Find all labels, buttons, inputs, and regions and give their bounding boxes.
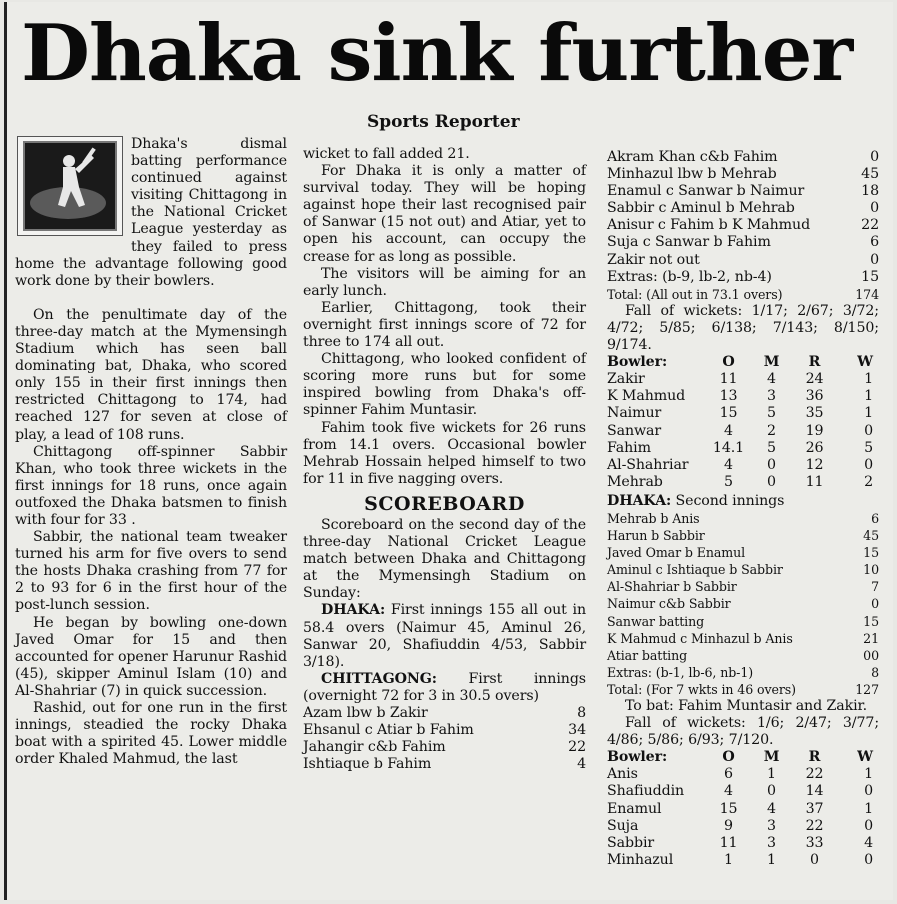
total-row <box>607 286 879 303</box>
batsman: Anisur c Fahim b K Mahmud <box>607 217 811 234</box>
scoreboard-column <box>607 149 879 869</box>
col-wickets: W <box>857 354 873 371</box>
wickets: 1 <box>864 388 873 405</box>
extras: Extras: (b-9, lb-2, nb-4) <box>607 268 772 285</box>
overs: 9 <box>724 817 733 834</box>
bowling-row <box>607 801 879 818</box>
batting-row <box>607 200 879 217</box>
maidens: 4 <box>767 800 776 817</box>
batting-list <box>303 705 586 773</box>
article-paragraph: Chittagong off-spinner Sabbir Khan, who took three wickets in the first innings for 18 runs, once again outfoxed the Dhaka batsmen to finish with four for 33 . <box>15 443 287 528</box>
batsman: Mehrab b Anis <box>607 510 700 526</box>
maidens: 3 <box>767 388 776 405</box>
scoreboard-heading: SCOREBOARD <box>364 492 525 515</box>
article-paragraph: wicket to fall added 21. <box>303 146 470 162</box>
wickets: 0 <box>864 456 873 473</box>
batting-row <box>607 561 879 578</box>
newspaper-clipping <box>4 2 893 900</box>
batsman: Minhazul lbw b Mehrab <box>607 166 777 183</box>
overs: 14.1 <box>712 439 745 456</box>
bowling-row <box>607 474 879 491</box>
article-paragraph: He began by bowling one-down Javed Omar for 15 and then accounted for opener Harunur Rashid (45), skipper Aminul Islam (10) and Al-Shahriar (7) in quick succession. <box>15 614 287 699</box>
runs: 174 <box>855 286 879 302</box>
to-bat: To bat: Fahim Muntasir and Zakir. <box>625 698 868 714</box>
runs: 00 <box>863 647 879 663</box>
overs: 11 <box>719 371 738 388</box>
batsman: Sanwar batting <box>607 613 705 629</box>
wickets: 0 <box>864 851 873 868</box>
col-maidens: M <box>763 749 780 766</box>
batting-row <box>607 595 879 612</box>
maidens: 1 <box>767 851 776 868</box>
bowling-row <box>607 405 879 422</box>
overs: 1 <box>724 851 733 868</box>
batting-row <box>607 647 879 664</box>
batting-row <box>607 252 879 269</box>
runs: 0 <box>810 851 819 868</box>
article-paragraph: Chittagong, who looked confident of scoring more runs but for some inspired bowling from Dhaka's off-spinner Fahim Muntasir. <box>303 351 586 419</box>
runs: 127 <box>855 681 879 697</box>
bowling-header <box>607 749 879 766</box>
overs: 6 <box>724 766 733 783</box>
runs: 22 <box>861 217 879 234</box>
batting-row <box>607 578 879 595</box>
overs: 4 <box>724 783 733 800</box>
total: Total: (All out in 73.1 overs) <box>607 286 783 302</box>
wickets: 1 <box>864 371 873 388</box>
overs: 4 <box>724 456 733 473</box>
maidens: 5 <box>767 439 776 456</box>
batting-list <box>607 510 879 681</box>
wickets: 0 <box>864 817 873 834</box>
headline: Dhaka sink further <box>21 8 853 99</box>
col-wickets: W <box>857 749 873 766</box>
bowling-row <box>607 766 879 783</box>
batsman: Naimur c&b Sabbir <box>607 596 731 612</box>
dhaka-second-innings <box>607 493 879 510</box>
maidens: 5 <box>767 405 776 422</box>
overs: 13 <box>719 388 738 405</box>
batsman: Aminul c Ishtiaque b Sabbir <box>607 562 783 578</box>
chittagong-first-innings <box>303 671 586 705</box>
batting-row <box>607 613 879 630</box>
runs: 19 <box>805 422 824 439</box>
overs: 15 <box>719 800 738 817</box>
bowler: Mehrab <box>607 473 663 490</box>
innings-summary: First innings (overnight 72 for 3 in 30.5 overs) <box>303 670 586 704</box>
batting-row <box>607 527 879 544</box>
runs: 0 <box>870 200 879 217</box>
runs: 6 <box>871 510 879 526</box>
cricketer-photo <box>17 136 123 236</box>
runs: 36 <box>805 388 824 405</box>
batsman: K Mahmud c Minhazul b Anis <box>607 630 793 646</box>
innings-summary: First innings 155 all out in 58.4 overs (Naimur 45, Aminul 26, Sanwar 20, Shafiuddin 4/53, Sabbir 3/18). <box>303 602 586 670</box>
wickets: 4 <box>864 834 873 851</box>
article-paragraph: The visitors will be aiming for an early lunch. <box>303 265 586 299</box>
runs: 11 <box>805 473 824 490</box>
wickets: 1 <box>864 766 873 783</box>
bowling-row <box>607 835 879 852</box>
bowler: Enamul <box>607 800 662 817</box>
maidens: 3 <box>767 817 776 834</box>
wickets: 1 <box>864 800 873 817</box>
bowler: Sanwar <box>607 422 662 439</box>
runs: 15 <box>863 545 879 561</box>
extras-row <box>607 269 879 286</box>
article-paragraph: Dhaka's dismal batting performance continued against visiting Chittagong in the National Cricket League yesterday as they failed to press home the advantage following good work done by their bowlers. <box>15 136 287 289</box>
runs: 33 <box>805 834 824 851</box>
runs: 26 <box>805 439 824 456</box>
runs: 15 <box>861 268 879 285</box>
bowler: Minhazul <box>607 851 674 868</box>
runs: 45 <box>861 166 879 183</box>
bowler: Shafiuddin <box>607 783 685 800</box>
batsman: Azam lbw b Zakir <box>303 705 428 721</box>
wickets: 1 <box>864 405 873 422</box>
article-paragraph: Sabbir, the national team tweaker turned his arm for five overs to send the hosts Dhaka crashing from 77 for 2 to 93 for 6 in the first hour of the post-lunch session. <box>15 529 287 614</box>
batsman: Enamul c Sanwar b Naimur <box>607 183 805 200</box>
runs: 34 <box>568 722 586 739</box>
batsman-silhouette-icon <box>25 143 111 225</box>
batsman: Zakir not out <box>607 251 700 268</box>
bowling-row <box>607 457 879 474</box>
bowling-row <box>607 388 879 405</box>
batsman: Ishtiaque b Fahim <box>303 756 432 773</box>
bowler: Sabbir <box>607 834 655 851</box>
article-paragraph: For Dhaka it is only a matter of survival today. They will be hoping against hope their last recognised pair of Sanwar (15 not out) and Atiar, yet to open his account, can occupy the crease for as long as possible. <box>303 163 586 265</box>
batting-row <box>303 705 586 722</box>
batsman: Extras: (b-1, lb-6, nb-1) <box>607 664 754 680</box>
col-bowler: Bowler: <box>607 749 668 766</box>
bowler: K Mahmud <box>607 388 686 405</box>
article-paragraph: Fahim took five wickets for 26 runs from 14.1 overs. Occasional bowler Mehrab Hossain helped himself to two for 11 in five nagging overs. <box>303 419 586 487</box>
bowling-row <box>607 440 879 457</box>
bowling-row <box>607 783 879 800</box>
batsman: Sabbir c Aminul b Mehrab <box>607 200 795 217</box>
runs: 10 <box>863 562 879 578</box>
batting-row <box>607 630 879 647</box>
team-label: CHITTAGONG: <box>321 670 437 687</box>
bowling-row <box>607 423 879 440</box>
batting-row <box>607 166 879 183</box>
runs: 12 <box>805 456 824 473</box>
col-runs: R <box>808 354 821 371</box>
article-column-2 <box>303 146 586 773</box>
maidens: 0 <box>767 783 776 800</box>
batsman: Jahangir c&b Fahim <box>303 739 446 756</box>
scoreboard-intro: Scoreboard on the second day of the three-day National Cricket League match between Dhaka and Chittagong at the Mymensingh Stadium on Sunday: <box>303 516 586 602</box>
overs: 15 <box>719 405 738 422</box>
runs: 18 <box>861 183 879 200</box>
article-column-1 <box>15 136 287 768</box>
team-label: DHAKA: <box>607 492 672 509</box>
dhaka-first-innings <box>303 602 586 670</box>
overs: 5 <box>724 473 733 490</box>
wickets: 2 <box>864 473 873 490</box>
byline: Sports Reporter <box>367 112 520 132</box>
fall-of-wickets: Fall of wickets: 1/6; 2/47; 3/77; 4/86; 5/86; 6/93; 7/120. <box>607 715 879 749</box>
bowling-row <box>607 852 879 869</box>
col-maidens: M <box>763 354 780 371</box>
bowler: Zakir <box>607 371 645 388</box>
runs: 0 <box>871 596 879 612</box>
runs: 0 <box>870 149 879 165</box>
innings-summary: Second innings <box>675 492 785 509</box>
bowling-header <box>607 354 879 371</box>
bowler: Anis <box>607 766 638 783</box>
batting-row <box>607 544 879 561</box>
bowler: Naimur <box>607 405 662 422</box>
total-row <box>607 681 879 698</box>
article-paragraph: On the penultimate day of the three-day match at the Mymensingh Stadium which has seen ball dominating bat, Dhaka, who scored only 155 in their first innings then restricted Chittagong to 174, had reached 127 for seven at close of play, a lead of 108 runs. <box>15 306 287 443</box>
batsman: Javed Omar b Enamul <box>607 545 746 561</box>
wickets: 0 <box>864 422 873 439</box>
article-paragraph: Earlier, Chittagong, took their overnight first innings score of 72 for three to 174 all out. <box>303 299 586 351</box>
runs: 35 <box>805 405 824 422</box>
col-overs: O <box>722 354 735 371</box>
runs: 14 <box>805 783 824 800</box>
runs: 22 <box>568 739 586 756</box>
batting-row <box>303 756 586 773</box>
runs: 0 <box>870 251 879 268</box>
batsman: Suja c Sanwar b Fahim <box>607 234 771 251</box>
batting-row <box>607 234 879 251</box>
batsman: Atiar batting <box>607 647 688 663</box>
runs: 37 <box>805 800 824 817</box>
batting-row <box>303 722 586 739</box>
fall-of-wickets: Fall of wickets: 1/17; 2/67; 3/72; 4/72; 5/85; 6/138; 7/143; 8/150; 9/174. <box>607 302 879 354</box>
maidens: 0 <box>767 456 776 473</box>
batting-row <box>303 739 586 756</box>
runs: 45 <box>863 528 879 544</box>
col-runs: R <box>808 749 821 766</box>
runs: 22 <box>805 766 824 783</box>
batting-row <box>607 510 879 527</box>
col-overs: O <box>722 749 735 766</box>
runs: 21 <box>863 630 879 646</box>
runs: 8 <box>577 705 586 721</box>
runs: 7 <box>871 579 879 595</box>
bowling-table <box>607 371 879 491</box>
maidens: 1 <box>767 766 776 783</box>
batsman: Akram Khan c&b Fahim <box>607 149 778 165</box>
bowling-table <box>607 766 879 869</box>
runs: 15 <box>863 613 879 629</box>
bowler: Al-Shahriar <box>607 456 689 473</box>
runs: 6 <box>870 234 879 251</box>
batsman: Harun b Sabbir <box>607 528 705 544</box>
maidens: 0 <box>767 473 776 490</box>
total: Total: (For 7 wkts in 46 overs) <box>607 681 796 697</box>
runs: 4 <box>577 756 586 773</box>
team-label: DHAKA: <box>321 602 386 619</box>
bowler: Fahim <box>607 439 651 456</box>
maidens: 2 <box>767 422 776 439</box>
runs: 24 <box>805 371 824 388</box>
bowling-row <box>607 818 879 835</box>
maidens: 4 <box>767 371 776 388</box>
batsman: Al-Shahriar b Sabbir <box>607 579 737 595</box>
article-paragraph: Rashid, out for one run in the first innings, steadied the rocky Dhaka boat with a spirited 45. Lower middle order Khaled Mahmud, the last <box>15 700 287 768</box>
maidens: 3 <box>767 834 776 851</box>
batting-row <box>607 664 879 681</box>
batting-row <box>607 183 879 200</box>
runs: 8 <box>871 664 879 680</box>
batsman: Ehsanul c Atiar b Fahim <box>303 722 474 739</box>
batting-row <box>607 149 879 166</box>
overs: 4 <box>724 422 733 439</box>
overs: 11 <box>719 834 738 851</box>
wickets: 5 <box>864 439 873 456</box>
col-bowler: Bowler: <box>607 354 668 371</box>
bowling-row <box>607 371 879 388</box>
runs: 22 <box>805 817 824 834</box>
batting-row <box>607 217 879 234</box>
batting-list <box>607 149 879 303</box>
bowler: Suja <box>607 817 639 834</box>
wickets: 0 <box>864 783 873 800</box>
